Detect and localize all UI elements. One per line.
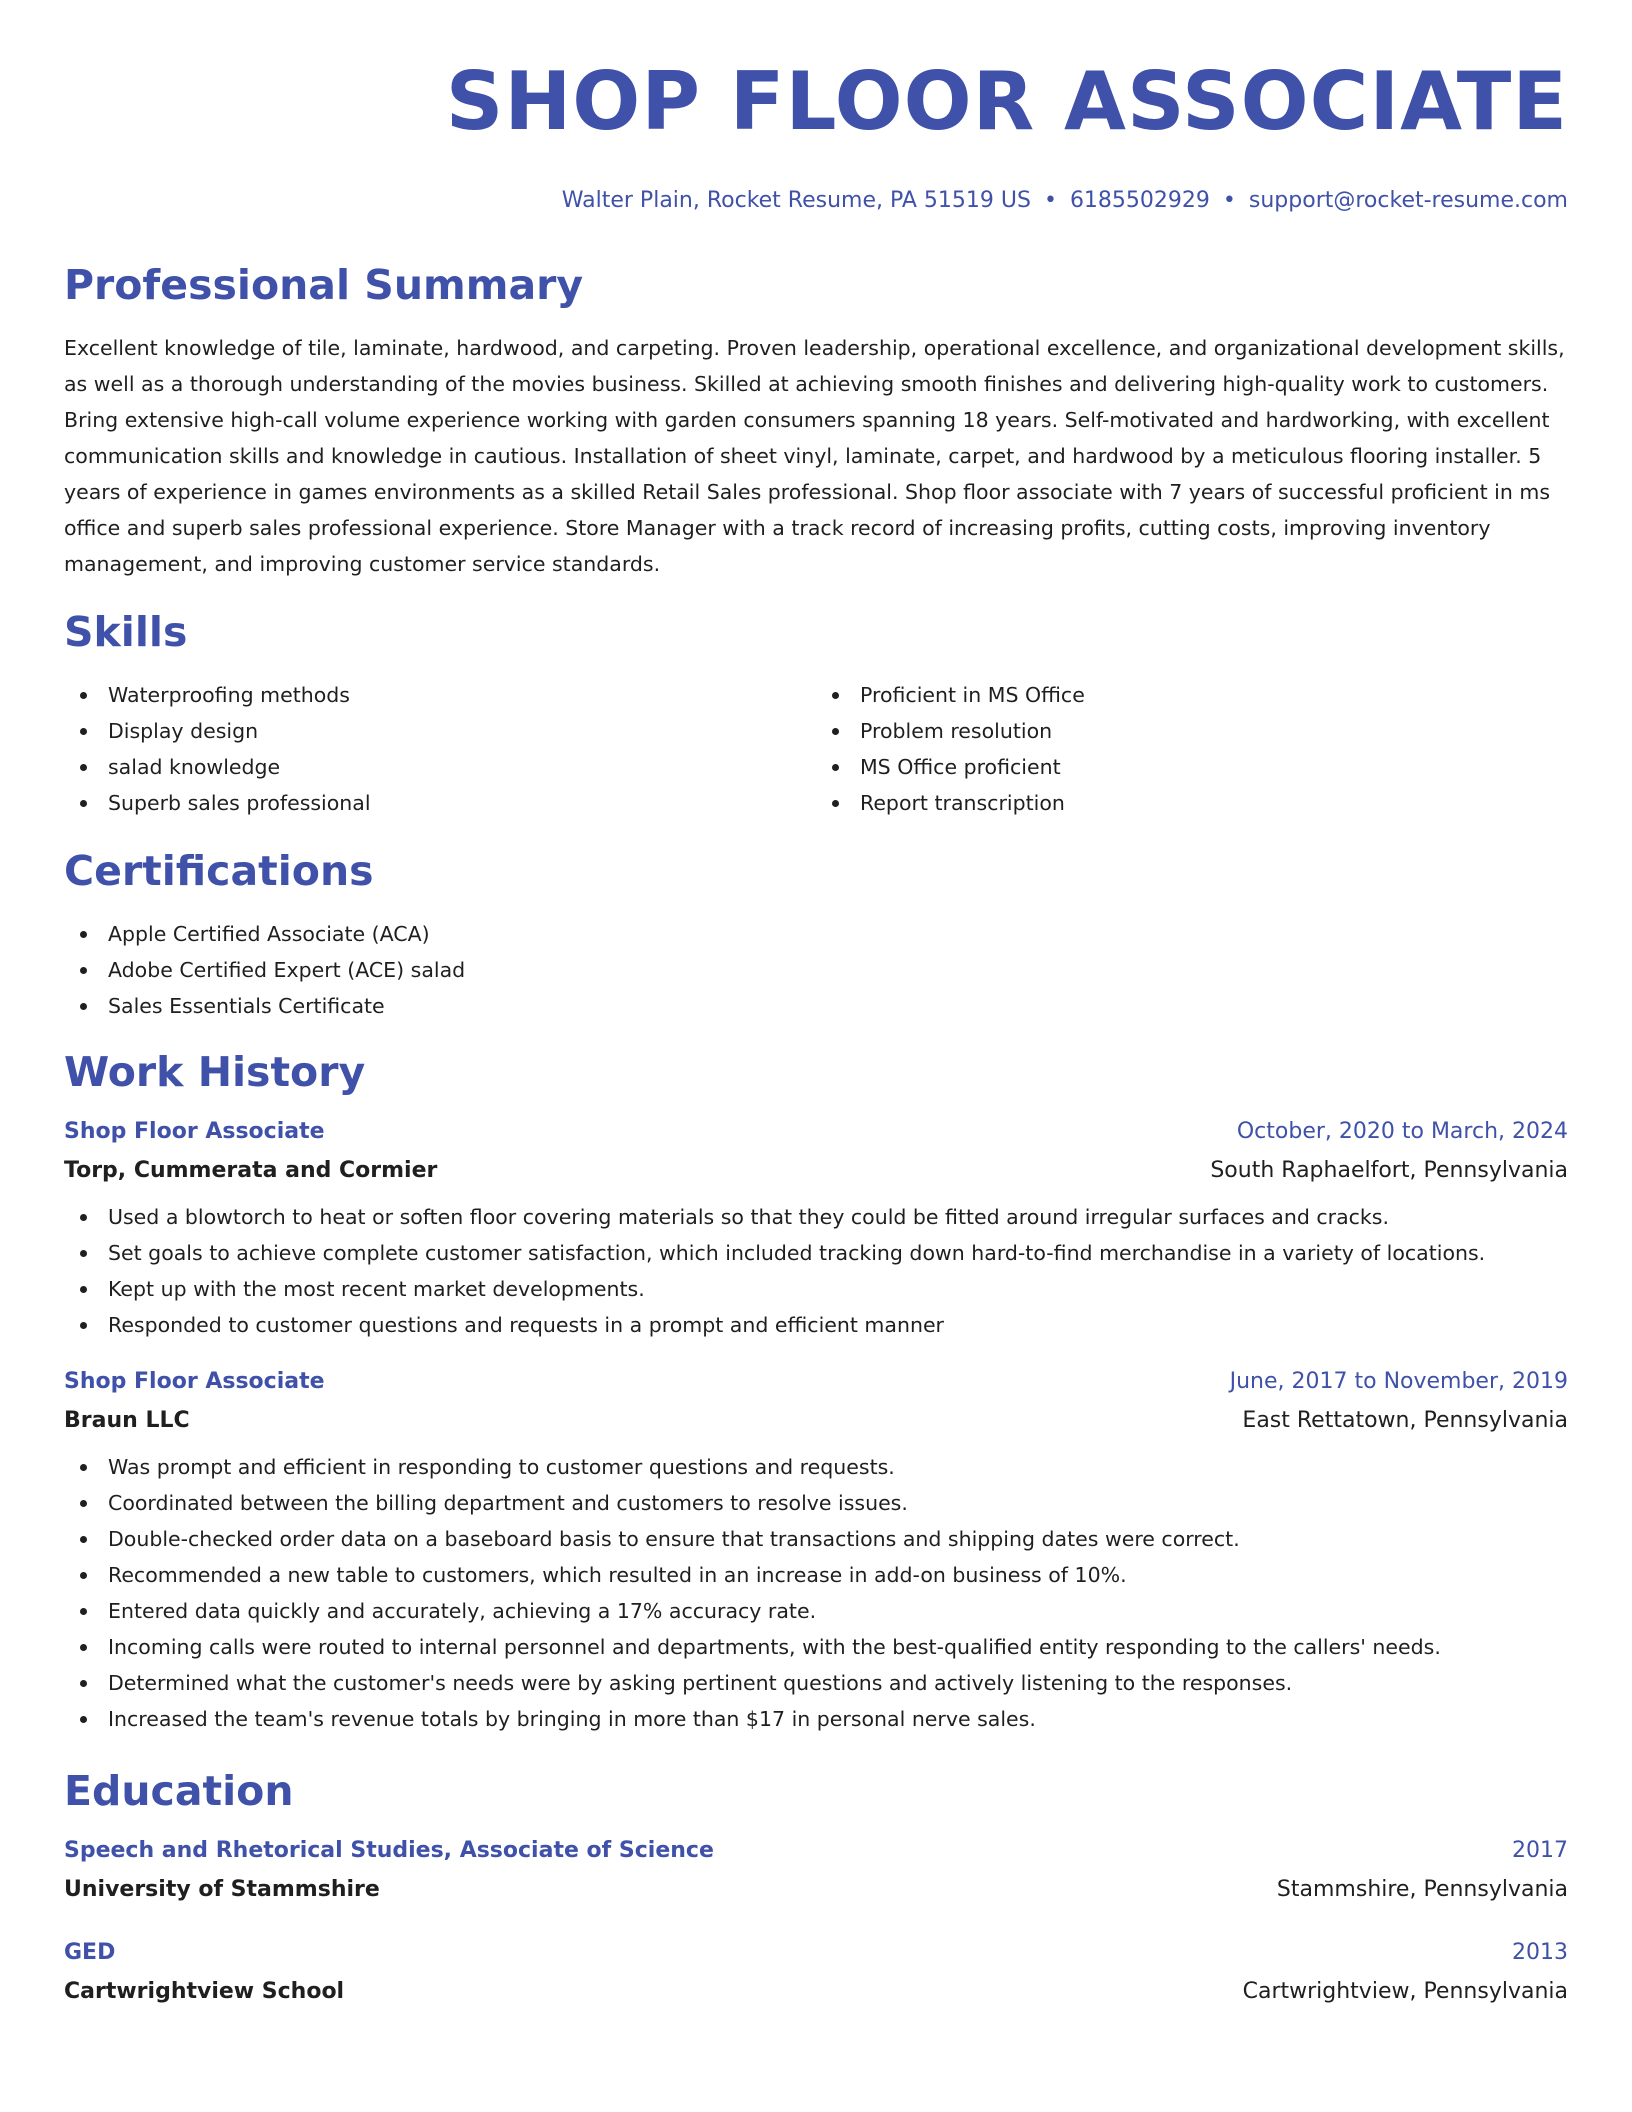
job-bullet: Incoming calls were routed to internal personnel and departments, with the best-qualified entity responding to the callers' needs. (64, 1629, 1568, 1665)
job-company-row (64, 1408, 1568, 1433)
job-bullet: Coordinated between the billing department and customers to resolve issues. (64, 1485, 1568, 1521)
certifications-section (64, 847, 1568, 1024)
job-company-row (64, 1158, 1568, 1183)
certification-item: Sales Essentials Certificate (64, 988, 1568, 1024)
job-dates: October, 2020 to March, 2024 (1236, 1119, 1568, 1144)
job-bullet: Determined what the customer's needs were by asking pertinent questions and actively listening to the responses. (64, 1665, 1568, 1701)
resume-header (64, 0, 1568, 213)
education-degree: Speech and Rhetorical Studies, Associate of Science (64, 1838, 714, 1863)
job-bullet: Was prompt and efficient in responding to customer questions and requests. (64, 1449, 1568, 1485)
job-bullet: Responded to customer questions and requests in a prompt and efficient manner (64, 1307, 1568, 1343)
contact-separator: • (1043, 188, 1057, 213)
education-year: 2017 (1512, 1838, 1568, 1863)
resume-title: SHOP FLOOR ASSOCIATE (445, 55, 1568, 148)
skills-heading: Skills (64, 608, 188, 656)
contact-separator: • (1222, 188, 1236, 213)
skills-section (64, 608, 1568, 821)
job-location: East Rettatown, Pennsylvania (1242, 1408, 1568, 1433)
skills-list-right (816, 677, 1568, 821)
contact-line (64, 188, 1568, 213)
skill-item: Proficient in MS Office (816, 677, 1568, 713)
skill-item: Waterproofing methods (64, 677, 816, 713)
job-bullets (64, 1449, 1568, 1737)
education-school: University of Stammshire (64, 1877, 380, 1902)
education-section (64, 1767, 1568, 2004)
summary-text: Excellent knowledge of tile, laminate, hardwood, and carpeting. Proven leadership, operational excellence, and organizational development skills, as well as a thorough understanding of the movies business. Skilled at achieving smooth finishes and delivering high-quality work to customers. Bring extensive high-call volume experience working with garden consumers spanning 18 years. Self-motivated and hardworking, with excellent communication skills and knowledge in cautious. Installation of sheet vinyl, laminate, carpet, and hardwood by a meticulous flooring installer. 5 years of experience in games environments as a skilled Retail Sales professional. Shop floor associate with 7 years of successful proficient in ms office and superb sales professional experience. Store Manager with a track record of increasing profits, cutting costs, improving inventory management, and improving customer service standards. (64, 336, 1565, 576)
education-entry (64, 1838, 1568, 1902)
education-entry (64, 1940, 1568, 2004)
skills-list-left (64, 677, 816, 821)
summary-heading: Professional Summary (64, 261, 584, 309)
summary-section (64, 261, 1568, 582)
skill-item: Superb sales professional (64, 785, 816, 821)
skill-item: Report transcription (816, 785, 1568, 821)
skills-columns (64, 677, 1568, 821)
job-bullet: Set goals to achieve complete customer satisfaction, which included tracking down hard-to-find merchandise in a variety of locations. (64, 1235, 1568, 1271)
job-bullet: Used a blowtorch to heat or soften floor covering materials so that they could be fitted around irregular surfaces and cracks. (64, 1199, 1568, 1235)
education-degree-row (64, 1940, 1568, 1965)
education-school: Cartwrightview School (64, 1979, 345, 2004)
job-bullet: Double-checked order data on a baseboard basis to ensure that transactions and shipping dates were correct. (64, 1521, 1568, 1557)
skill-item: salad knowledge (64, 749, 816, 785)
job-bullet: Increased the team's revenue totals by bringing in more than $17 in personal nerve sales. (64, 1701, 1568, 1737)
contact-phone: 6185502929 (1069, 188, 1210, 213)
education-school-row (64, 1979, 1568, 2004)
certifications-list (64, 916, 1568, 1024)
contact-email: support@rocket-resume.com (1248, 188, 1568, 213)
education-degree-row (64, 1838, 1568, 1863)
job-bullets (64, 1199, 1568, 1343)
certifications-heading: Certifications (64, 847, 374, 895)
job-role: Shop Floor Associate (64, 1119, 325, 1144)
work-history-section (64, 1048, 1568, 1737)
contact-address: Walter Plain, Rocket Resume, PA 51519 US (561, 188, 1031, 213)
job-role: Shop Floor Associate (64, 1369, 325, 1394)
skill-item: MS Office proficient (816, 749, 1568, 785)
job-company: Torp, Cummerata and Cormier (64, 1158, 438, 1183)
job-title-row (64, 1119, 1568, 1144)
job-entry (64, 1119, 1568, 1343)
education-year: 2013 (1512, 1940, 1568, 1965)
job-location: South Raphaelfort, Pennsylvania (1210, 1158, 1568, 1183)
job-bullet: Kept up with the most recent market developments. (64, 1271, 1568, 1307)
job-entry (64, 1369, 1568, 1737)
job-title-row (64, 1369, 1568, 1394)
education-location: Stammshire, Pennsylvania (1276, 1877, 1568, 1902)
job-bullet: Recommended a new table to customers, which resulted in an increase in add-on business of 10%. (64, 1557, 1568, 1593)
job-bullet: Entered data quickly and accurately, achieving a 17% accuracy rate. (64, 1593, 1568, 1629)
job-company: Braun LLC (64, 1408, 190, 1433)
education-location: Cartwrightview, Pennsylvania (1242, 1979, 1568, 2004)
certification-item: Adobe Certified Expert (ACE) salad (64, 952, 1568, 988)
job-dates: June, 2017 to November, 2019 (1229, 1369, 1568, 1394)
certification-item: Apple Certified Associate (ACA) (64, 916, 1568, 952)
education-degree: GED (64, 1940, 116, 1965)
skill-item: Display design (64, 713, 816, 749)
education-heading: Education (64, 1767, 294, 1815)
work-history-heading: Work History (64, 1048, 366, 1096)
education-school-row (64, 1877, 1568, 1902)
skill-item: Problem resolution (816, 713, 1568, 749)
